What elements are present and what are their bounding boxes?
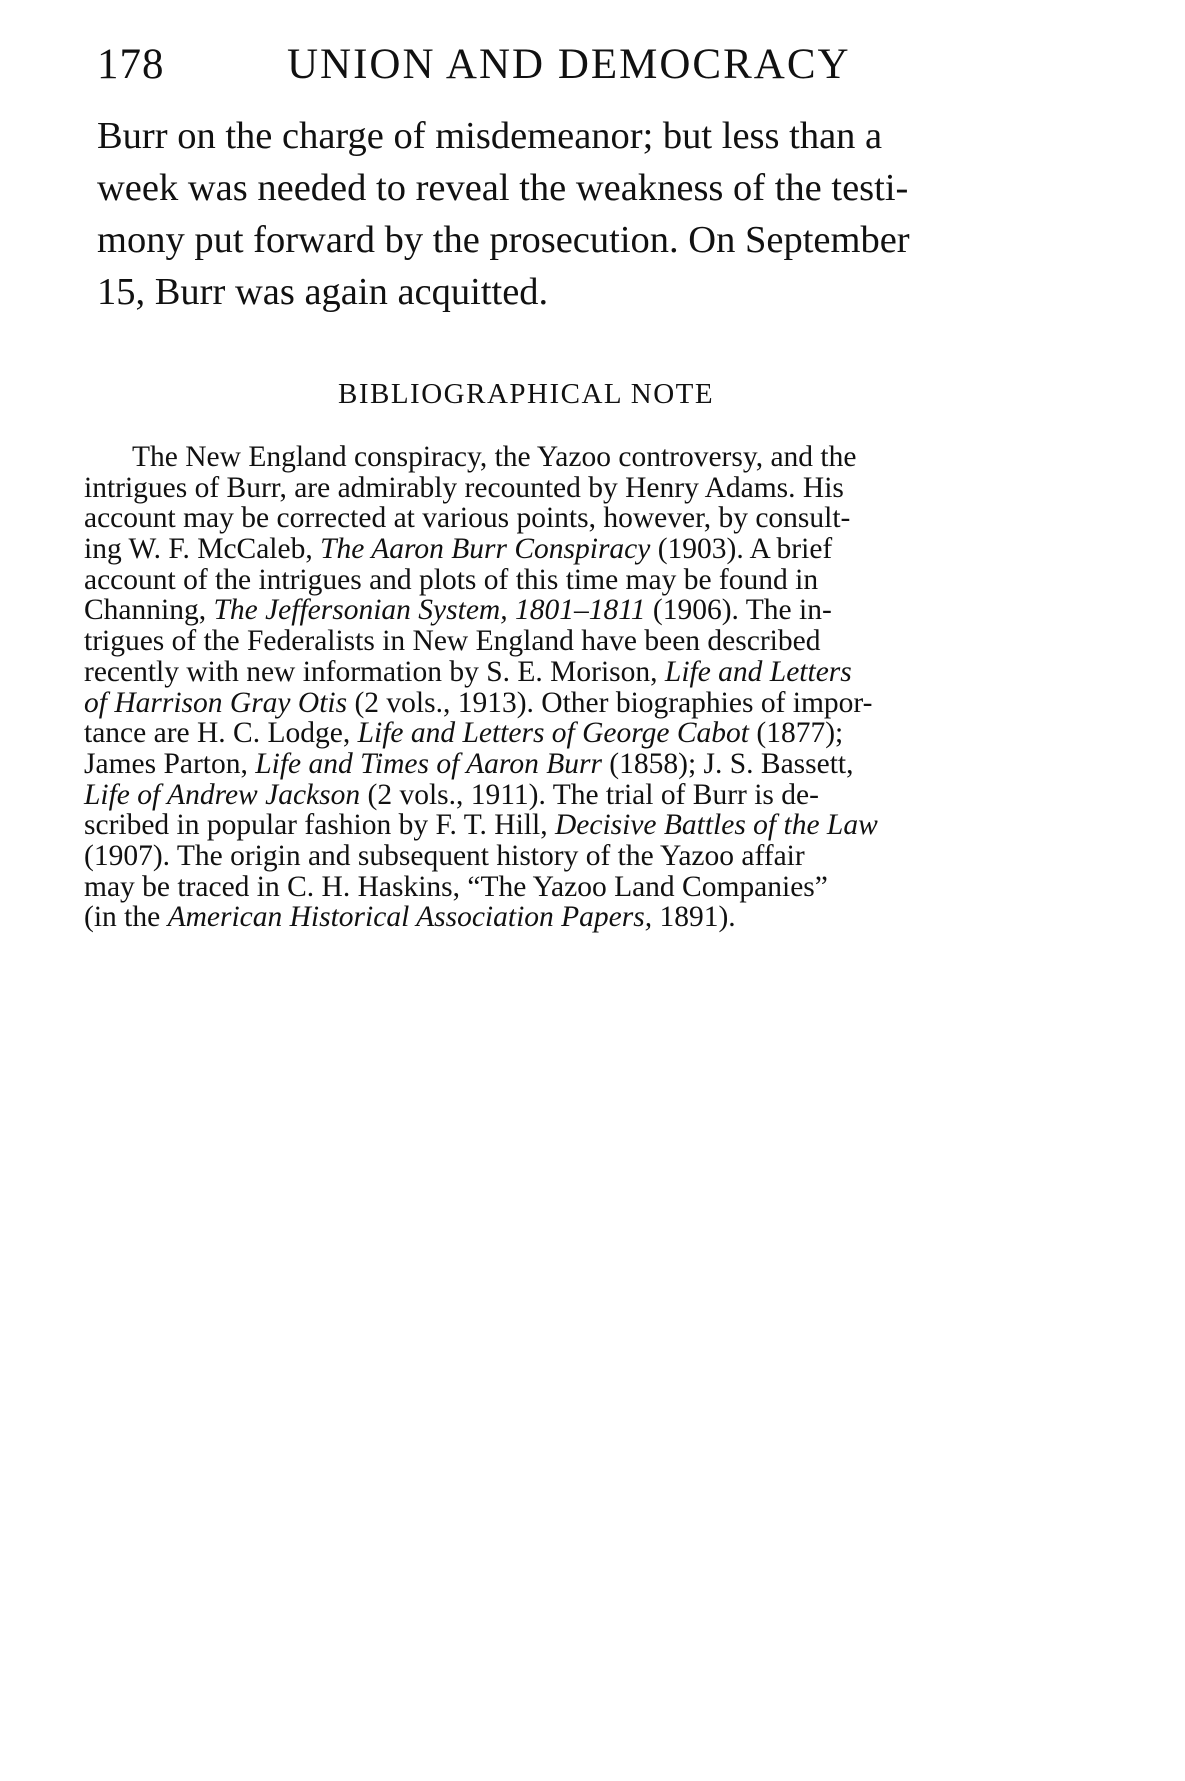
note-line: account may be corrected at various points, however, by consult- — [84, 502, 851, 535]
book-title: Life and Letters of George Cabot — [357, 717, 750, 750]
body-line: 15, Burr was again acquitted. — [97, 271, 549, 313]
book-title: The Jeffersonian System, 1801–1811 — [213, 594, 646, 627]
book-title: The Aaron Burr Conspiracy — [320, 533, 651, 566]
bibliography-heading: BIBLIOGRAPHICAL NOTE — [338, 378, 715, 410]
note-line — [84, 718, 1104, 749]
note-line: (1907). The origin and subsequent history of the Yazoo affair — [84, 839, 805, 872]
running-head — [97, 40, 1097, 100]
note-text: (2 vols., 1913). Other biographies of impor- — [347, 686, 873, 719]
body-line: Burr on the charge of misdemeanor; but less than a — [97, 115, 883, 157]
note-line: trigues of the Federalists in New England have been described — [84, 625, 821, 658]
note-line — [84, 810, 1104, 841]
note-line — [84, 534, 1104, 565]
note-line: may be traced in C. H. Haskins, “The Yazoo Land Companies” — [84, 870, 828, 903]
note-text: 1891). — [652, 901, 736, 934]
note-text: (2 vols., 1911). The trial of Burr is de- — [360, 778, 819, 811]
note-line — [84, 657, 1104, 688]
note-line: intrigues of Burr, are admirably recounted by Henry Adams. His — [84, 471, 844, 504]
book-title: of Harrison Gray Otis — [84, 686, 348, 719]
book-title: Decisive Battles of the Law — [554, 809, 878, 842]
running-title: UNION AND DEMOCRACY — [287, 41, 851, 88]
note-line — [84, 688, 1104, 719]
note-text: (1858); J. S. Bassett, — [601, 747, 854, 780]
note-line — [84, 902, 1104, 933]
note-text: scribed in popular fashion by F. T. Hill, — [84, 809, 555, 842]
book-title: Life and Times of Aaron Burr — [255, 747, 602, 780]
note-text: tance are H. C. Lodge, — [84, 717, 358, 750]
body-line: week was needed to reveal the weakness of the testi- — [97, 167, 909, 209]
page-number: 178 — [97, 41, 165, 88]
book-title: Life and Letters — [664, 655, 852, 688]
book-title: American Historical Association Papers, — [167, 901, 653, 934]
bibliography-note — [84, 442, 1104, 933]
note-line — [84, 749, 1104, 780]
note-text: (1877); — [749, 717, 844, 750]
note-text: (1903). A brief — [650, 533, 833, 566]
body-paragraph — [97, 110, 1097, 318]
note-line: The New England conspiracy, the Yazoo controversy, and the — [132, 441, 857, 473]
note-text: Channing, — [84, 594, 214, 627]
body-line: mony put forward by the prosecution. On September — [97, 219, 910, 261]
note-line — [84, 595, 1104, 626]
note-text: (in the — [84, 901, 168, 934]
note-text: recently with new information by S. E. Morison, — [84, 655, 665, 688]
book-title: Life of Andrew Jackson — [84, 778, 361, 811]
note-line — [84, 780, 1104, 811]
note-text: ing W. F. McCaleb, — [84, 533, 321, 566]
note-text: James Parton, — [84, 747, 256, 780]
note-line: account of the intrigues and plots of this time may be found in — [84, 563, 819, 596]
note-text: (1906). The in- — [645, 594, 832, 627]
